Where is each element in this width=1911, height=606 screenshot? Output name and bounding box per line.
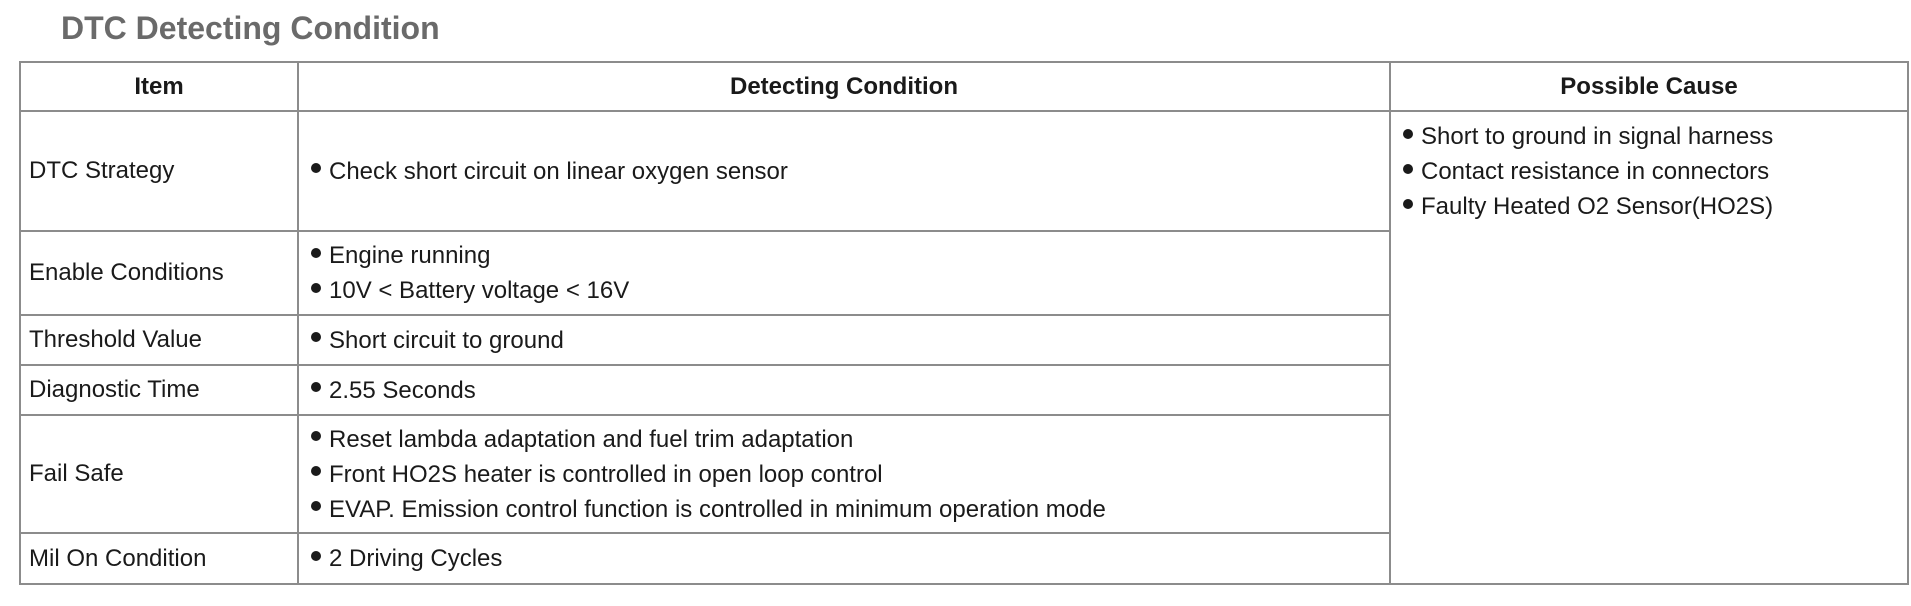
- condition-item: 2 Driving Cycles: [311, 541, 1381, 576]
- item-cell: Fail Safe: [20, 415, 298, 533]
- condition-cell: [298, 533, 1390, 584]
- bullet-icon: [1403, 164, 1413, 174]
- item-cell: Diagnostic Time: [20, 365, 298, 415]
- condition-item: EVAP. Emission control function is controlled in minimum operation mode: [311, 492, 1381, 527]
- item-cell: Mil On Condition: [20, 533, 298, 584]
- bullet-icon: [311, 466, 321, 476]
- condition-item: Short circuit to ground: [311, 323, 1381, 358]
- cause-item: Short to ground in signal harness: [1403, 119, 1899, 154]
- condition-cell: [298, 415, 1390, 533]
- condition-list: [311, 541, 1381, 576]
- dtc-condition-table: [19, 61, 1909, 585]
- condition-cell: [298, 315, 1390, 365]
- cause-item: Contact resistance in connectors: [1403, 154, 1899, 189]
- bullet-icon: [1403, 199, 1413, 209]
- header-item: Item: [20, 62, 298, 111]
- condition-list: [311, 422, 1381, 527]
- possible-cause-cell: [1390, 111, 1908, 584]
- condition-list: [311, 373, 1381, 408]
- condition-item: 2.55 Seconds: [311, 373, 1381, 408]
- condition-cell: [298, 365, 1390, 415]
- item-cell: Enable Conditions: [20, 231, 298, 315]
- bullet-icon: [311, 382, 321, 392]
- condition-item: Reset lambda adaptation and fuel trim adaptation: [311, 422, 1381, 457]
- table-header-row: [20, 62, 1908, 111]
- condition-item: Engine running: [311, 238, 1381, 273]
- condition-item: Check short circuit on linear oxygen sensor: [311, 154, 1381, 189]
- bullet-icon: [1403, 129, 1413, 139]
- condition-list: [311, 238, 1381, 308]
- condition-item: Front HO2S heater is controlled in open loop control: [311, 457, 1381, 492]
- item-cell: Threshold Value: [20, 315, 298, 365]
- condition-list: [311, 154, 1381, 189]
- condition-cell: [298, 111, 1390, 231]
- table-row: [20, 111, 1908, 231]
- possible-cause-list: [1403, 119, 1899, 224]
- item-cell: DTC Strategy: [20, 111, 298, 231]
- bullet-icon: [311, 283, 321, 293]
- cause-item: Faulty Heated O2 Sensor(HO2S): [1403, 189, 1899, 224]
- bullet-icon: [311, 501, 321, 511]
- condition-cell: [298, 231, 1390, 315]
- condition-list: [311, 323, 1381, 358]
- bullet-icon: [311, 332, 321, 342]
- bullet-icon: [311, 163, 321, 173]
- condition-item: 10V < Battery voltage < 16V: [311, 273, 1381, 308]
- header-detecting-condition: Detecting Condition: [298, 62, 1390, 111]
- bullet-icon: [311, 248, 321, 258]
- bullet-icon: [311, 431, 321, 441]
- header-possible-cause: Possible Cause: [1390, 62, 1908, 111]
- page-title: DTC Detecting Condition: [61, 10, 440, 46]
- bullet-icon: [311, 551, 321, 561]
